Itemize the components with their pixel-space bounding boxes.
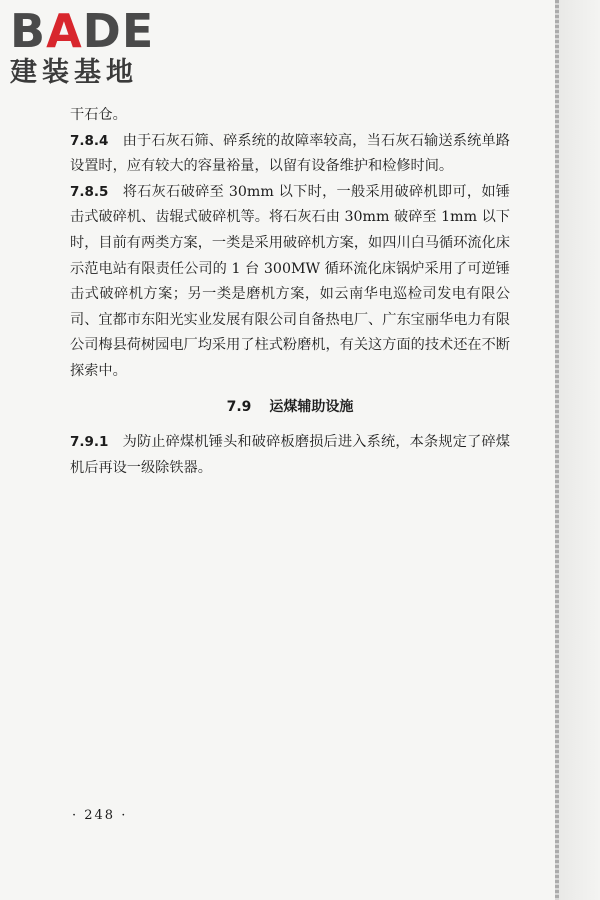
logo-accent-letter: A [46,4,83,58]
clause-7-9-1 [70,430,510,481]
opening-line: 干石仓。 [70,107,127,123]
clause-number: 7.9.1 [70,434,109,451]
section-number: 7.9 [226,398,252,415]
section-title: 运煤辅助设施 [269,398,354,415]
clause-7-8-5 [70,180,510,385]
clause-text: 将石灰石破碎至 30mm 以下时，一般采用破碎机即可，如锤击式破碎机、齿辊式破碎机等。将石灰石由 30mm 破碎至 1mm 以下时，目前有两类方案，一类是采用破碎机方案，如四川白马循环流化床示范电站有限责任公司的 1 台 300MW 循环流化床锅炉采用了可逆锤击式破碎机方案；另一类是磨机方案，如云南华电巡检司发电有限公司、宜都市东阳光实业发展有限公司自备热电厂、广东宝丽华电力有限公司梅县荷树园电厂均采用了柱式粉磨机，有关这方面的技术还在不断探索中。 [70,183,510,379]
logo-wordmark: BADE [10,4,155,58]
clause-7-8-4 [70,129,510,180]
page-number: · 248 · [72,808,128,823]
bade-logo [10,6,180,96]
section-heading-7-9 [70,395,510,421]
clause-text: 为防止碎煤机锤头和破碎板磨损后进入系统，本条规定了碎煤机后再设一级除铁器。 [70,434,510,476]
clause-text: 由于石灰石筛、碎系统的故障率较高，当石灰石输送系统单路设置时，应有较大的容量裕量，以留有设备维护和检修时间。 [70,132,510,175]
clause-number: 7.8.4 [70,132,109,149]
page-gutter-shadow [559,0,600,900]
clause-number: 7.8.5 [70,183,109,200]
document-body [70,103,510,481]
logo-chinese-text: 建装基地 [10,57,138,88]
